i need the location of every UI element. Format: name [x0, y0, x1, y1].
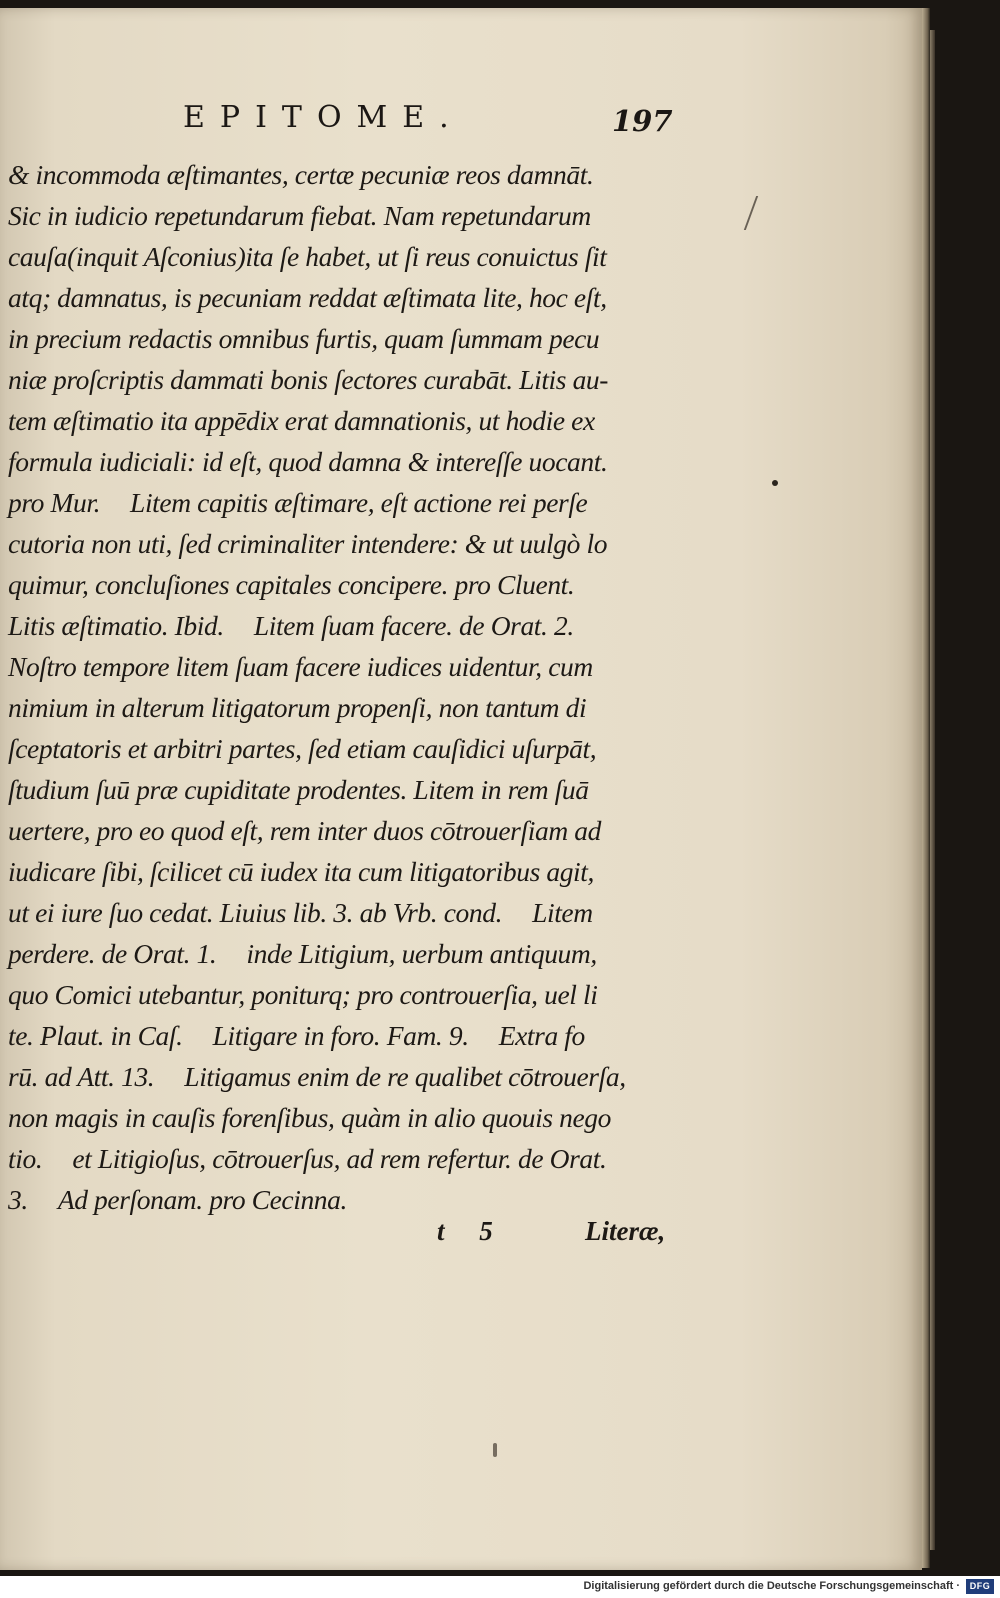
- text-line: [8, 646, 698, 687]
- text-segment: ut ei iure ſuo cedat. Liuius lib. 3. ab Vrb. cond.: [8, 897, 503, 928]
- text-segment: niæ proſcriptis dammati bonis ſectores curabāt. Litis au-: [8, 364, 609, 395]
- text-segment: pro Mur.: [8, 487, 101, 518]
- text-line: [8, 359, 698, 400]
- text-line: [8, 318, 698, 359]
- dfg-logo: DFG: [966, 1579, 994, 1594]
- text-line: [8, 1015, 698, 1056]
- text-segment: quo Comici utebantur, poniturq; pro controuerſia, uel li: [8, 979, 598, 1010]
- text-segment: uertere, pro eo quod eſt, rem inter duos cōtrouerſiam ad: [8, 815, 601, 846]
- page-edge-shadow: [930, 30, 935, 1550]
- text-segment: quimur, concluſiones capitales concipere. pro Cluent.: [8, 569, 575, 600]
- text-line: [8, 523, 698, 564]
- text-segment: in precium redactis omnibus furtis, quam ſummam pecu: [8, 323, 600, 354]
- text-line: [8, 810, 698, 851]
- text-segment: nimium in alterum litigatorum propenſi, non tantum di: [8, 692, 587, 723]
- text-segment: cutoria non uti, ſed criminaliter intendere: & ut uulgò lo: [8, 528, 608, 559]
- text-line: [8, 400, 698, 441]
- text-line: [8, 769, 698, 810]
- text-line: [8, 1138, 698, 1179]
- text-segment: tem æſtimatio ita appēdix erat damnationis, ut hodie ex: [8, 405, 595, 436]
- text-line: [8, 933, 698, 974]
- signature-mark: t 5: [437, 1216, 493, 1246]
- text-line: [8, 154, 698, 195]
- text-segment: Litigamus enim de re qualibet cōtrouerſa,: [184, 1061, 626, 1092]
- text-line: [8, 236, 698, 277]
- text-segment: formula iudiciali: id eſt, quod damna & intereſſe uocant.: [8, 446, 608, 477]
- text-segment: Litem: [532, 897, 593, 928]
- text-line: [8, 851, 698, 892]
- text-line: [8, 605, 698, 646]
- text-line: [8, 482, 698, 523]
- text-line: [8, 564, 698, 605]
- text-segment: non magis in cauſis forenſibus, quàm in alio quouis nego: [8, 1102, 611, 1133]
- text-line: [8, 1056, 698, 1097]
- text-line: [8, 974, 698, 1015]
- ink-spot: [772, 480, 778, 486]
- text-segment: & incommoda æſtimantes, certæ pecuniæ reos damnāt.: [8, 159, 594, 190]
- text-segment: Ad perſonam. pro Cecinna.: [57, 1184, 347, 1215]
- text-segment: rū. ad Att. 13.: [8, 1061, 155, 1092]
- text-segment: Litem ſuam facere. de Orat. 2.: [253, 610, 574, 641]
- text-segment: iudicare ſibi, ſcilicet cū iudex ita cum litigatoribus agit,: [8, 856, 594, 887]
- text-line: [8, 892, 698, 933]
- funding-note: Digitalisierung gefördert durch die Deutsche Forschungsgemeinschaft ·: [583, 1580, 960, 1592]
- text-segment: Extra fo: [498, 1020, 585, 1051]
- text-line: [8, 728, 698, 769]
- text-line: [8, 195, 698, 236]
- text-segment: Litis æſtimatio. Ibid.: [8, 610, 224, 641]
- running-title: EPITOME.: [183, 100, 464, 135]
- text-segment: 3.: [8, 1184, 28, 1215]
- catchline: [0, 1216, 700, 1260]
- text-line: [8, 277, 698, 318]
- running-head: [0, 100, 700, 144]
- text-segment: perdere. de Orat. 1.: [8, 938, 217, 969]
- text-segment: inde Litigium, uerbum antiquum,: [246, 938, 597, 969]
- text-segment: Litem capitis æſtimare, eſt actione rei perſe: [130, 487, 588, 518]
- text-segment: atq; damnatus, is pecuniam reddat æſtimata lite, hoc eſt,: [8, 282, 607, 313]
- text-body: [8, 154, 698, 1220]
- text-segment: ſtudium ſuū præ cupiditate prodentes. Litem in rem ſuā: [8, 774, 589, 805]
- text-segment: Litigare in foro. Fam. 9.: [212, 1020, 469, 1051]
- text-segment: et Litigioſus, cōtrouerſus, ad rem refertur. de Orat.: [72, 1143, 607, 1174]
- text-segment: te. Plaut. in Caſ.: [8, 1020, 183, 1051]
- catchword: Literæ,: [585, 1216, 666, 1246]
- text-segment: Noſtro tempore litem ſuam facere iudices uidentur, cum: [8, 651, 593, 682]
- page-edge: [922, 8, 930, 1568]
- text-segment: cauſa(inquit Aſconius)ita ſe habet, ut ſi reus conuictus ſit: [8, 241, 607, 272]
- paper-blemish: [493, 1443, 497, 1457]
- text-line: [8, 1179, 698, 1220]
- text-segment: Sic in iudicio repetundarum fiebat. Nam repetundarum: [8, 200, 591, 231]
- text-line: [8, 1097, 698, 1138]
- text-segment: tio.: [8, 1143, 43, 1174]
- digitization-footer: [0, 1576, 1000, 1598]
- text-segment: ſceptatoris et arbitri partes, ſed etiam cauſidici uſurpāt,: [8, 733, 597, 764]
- text-line: [8, 441, 698, 482]
- text-line: [8, 687, 698, 728]
- page-number: 197: [612, 104, 673, 138]
